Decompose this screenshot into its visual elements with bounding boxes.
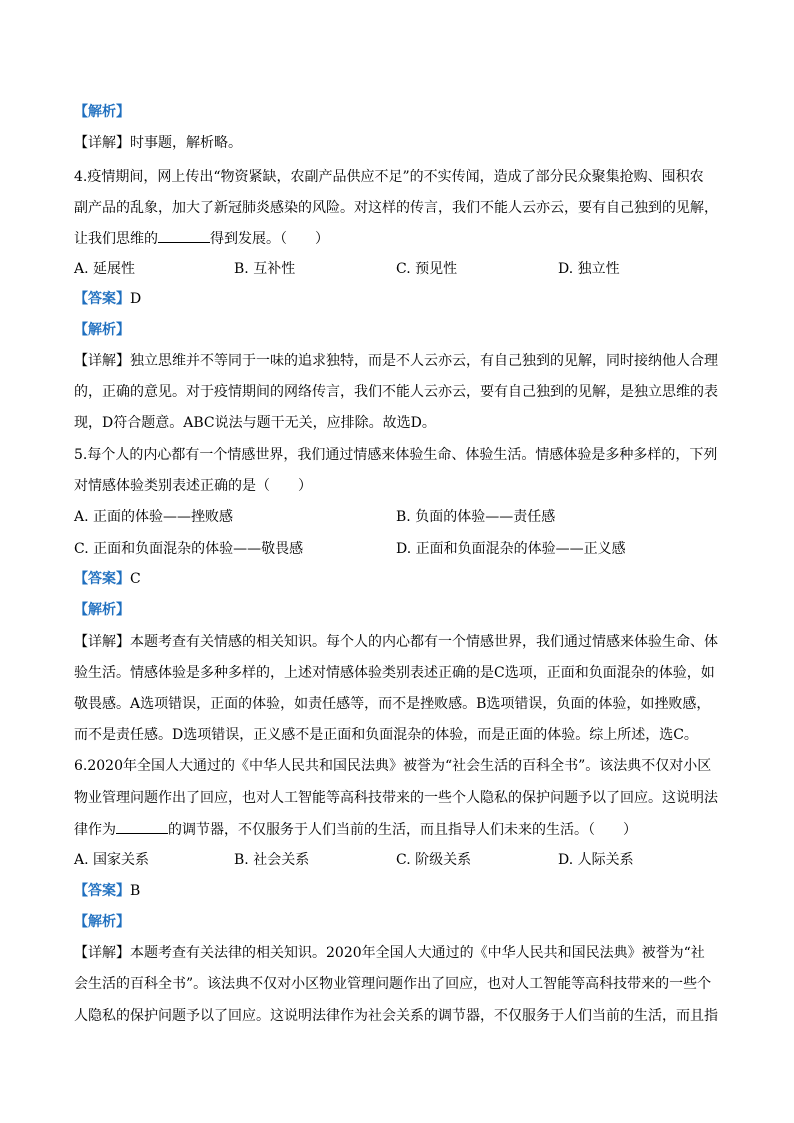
q4-detail-line2: 的，正确的意见。对于疫情期间的网络传言，我们不能人云亦云，要有自己独到的见解，是独立思维的表 [74,384,718,400]
q5-option-d: D. 正面和负面混杂的体验——正义感 [396,541,626,557]
q5-option-c: C. 正面和负面混杂的体验——敬畏感 [74,541,304,557]
q5-detail-line4: 而不是责任感。D选项错误，正义感不是正面和负面混杂的体验，而是正面的体验。综上所述，选C。 [74,727,698,743]
q5-answer: 【答案】C [74,571,141,587]
q4-stem-line2: 副产品的乱象，加大了新冠肺炎感染的风险。对这样的传言，我们不能人云亦云，要有自己独到的见解， [74,200,718,216]
answer-blank [158,228,210,243]
q5-stem-line2: 对情感体验类别表述正确的是（ ） [74,478,312,494]
q6-stem-line1: 6.2020年全国人大通过的《中华人民共和国民法典》被誉为“社会生活的百科全书”。该法典不仅对小区 [74,758,712,774]
q6-detail-line3: 人隐私的保护问题予以了回应。这说明法律作为社会关系的调节器，不仅服务于人们当前的生活，而且指 [74,1008,718,1024]
q6-detail-line1: 【详解】本题考查有关法律的相关知识。2020年全国人大通过的《中华人民共和国民法典》被誉为“社 [74,945,705,961]
q3-detail: 【详解】时事题，解析略。 [74,135,242,151]
analysis-label: 【解析】 [74,914,130,930]
q4-stem-line3: 让我们思维的 得到发展。（ ） [74,228,329,249]
q4-option-d: D. 独立性 [558,261,620,277]
answer-blank [116,819,168,834]
q5-detail-line3: 敬畏感。A选项错误，正面的体验，如责任感等，而不是挫败感。B选项错误，负面的体验，如挫败感， [74,696,711,712]
q5-stem-line1: 5.每个人的内心都有一个情感世界，我们通过情感来体验生命、体验生活。情感体验是多种多样的，下列 [74,447,718,463]
q4-answer: 【答案】D [74,291,142,307]
q5-detail-line2: 验生活。情感体验是多种多样的，上述对情感体验类别表述正确的是C选项，正面和负面混杂的体验，如 [74,665,715,681]
q6-stem-line3: 律作为 的调节器，不仅服务于人们当前的生活，而且指导人们未来的生活。（ ） [74,819,637,840]
q6-stem-line2: 物业管理问题作出了回应，也对人工智能等高科技带来的一些个人隐私的保护问题予以了回应。这说明法 [74,790,718,806]
q6-option-b: B. 社会关系 [234,852,310,868]
q4-detail-line3: 现，D符合题意。ABC说法与题干无关，应排除。故选D。 [74,415,436,431]
q6-option-a: A. 国家关系 [74,852,150,868]
q5-detail-line1: 【详解】本题考查有关情感的相关知识。每个人的内心都有一个情感世界，我们通过情感来体验生命、体 [74,634,718,650]
q6-detail-line2: 会生活的百科全书”。该法典不仅对小区物业管理问题作出了回应，也对人工智能等高科技带来的一些个 [74,976,712,992]
q4-option-c: C. 预见性 [396,261,458,277]
q6-option-d: D. 人际关系 [558,852,634,868]
analysis-label: 【解析】 [74,104,130,120]
q6-option-c: C. 阶级关系 [396,852,472,868]
q4-stem-line1: 4.疫情期间，网上传出“物资紧缺，农副产品供应不足”的不实传闻，造成了部分民众聚集抢购、囤积农 [74,169,704,185]
q4-option-a: A. 延展性 [74,261,136,277]
q5-option-b: B. 负面的体验——责任感 [396,509,556,525]
q4-detail-line1: 【详解】独立思维并不等同于一味的追求独特，而是不人云亦云，有自己独到的见解，同时接纳他人合理 [74,353,718,369]
q4-option-b: B. 互补性 [234,261,296,277]
analysis-label: 【解析】 [74,322,130,338]
q5-option-a: A. 正面的体验——挫败感 [74,509,234,525]
q6-answer: 【答案】B [74,883,141,899]
analysis-label: 【解析】 [74,602,130,618]
